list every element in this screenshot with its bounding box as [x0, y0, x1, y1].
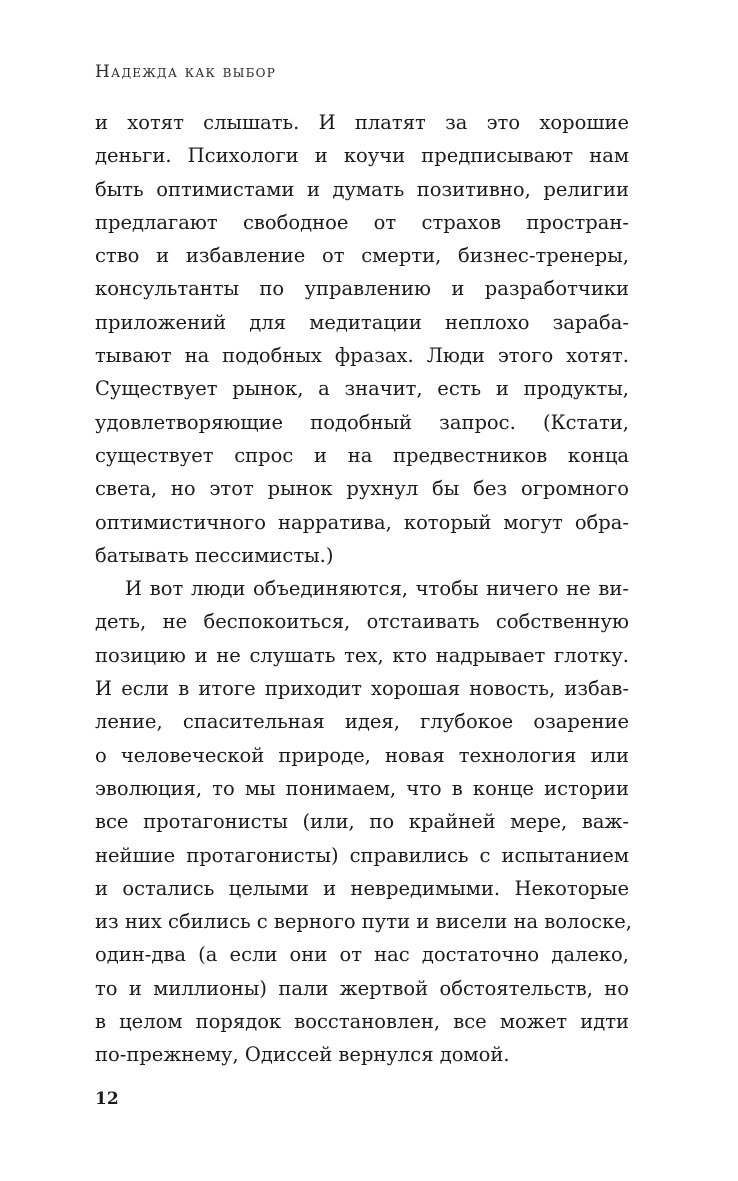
- text-line: о человеческой природе, новая технология или: [95, 743, 629, 767]
- text-line: эволюция, то мы понимаем, что в конце истории: [95, 776, 629, 800]
- text-line: все протагонисты (или, по крайней мере, важ-: [95, 810, 629, 834]
- running-head: Надежда как выбор: [95, 62, 276, 82]
- text-line: И если в итоге приходит хорошая новость, избав-: [95, 677, 629, 701]
- text-line: позицию и не слушать тех, кто надрывает глотку.: [95, 643, 629, 667]
- text-line: один-два (а если они от нас достаточно далеко,: [95, 943, 629, 967]
- paragraph-2: [95, 572, 632, 1071]
- text-line: нейшие протагонисты) справились с испытанием: [95, 843, 629, 867]
- text-line: Существует рынок, а значит, есть и продукты,: [95, 377, 629, 401]
- text-line: тывают на подобных фразах. Люди этого хотят.: [95, 344, 629, 368]
- body-text: [95, 106, 632, 1072]
- text-line: существует спрос и на предвестников конца: [95, 443, 629, 467]
- text-line: то и миллионы) пали жертвой обстоятельств, но: [95, 976, 629, 1000]
- text-line: и хотят слышать. И платят за это хорошие: [95, 111, 629, 134]
- text-line: света, но этот рынок рухнул бы без огромного: [95, 477, 629, 501]
- text-line: предлагают свободное от страхов простран-: [95, 210, 629, 234]
- text-line: ление, спасительная идея, глубокое озарение: [95, 710, 629, 734]
- text-line: деть, не беспокоиться, отстаивать собственную: [95, 610, 629, 634]
- text-line: по-прежнему, Одиссей вернулся домой.: [95, 1043, 510, 1067]
- text-line: консультанты по управлению и разработчики: [95, 277, 629, 301]
- text-line: И вот люди объединяются, чтобы ничего не ви-: [125, 577, 629, 601]
- text-line: удовлетворяющие подобный запрос. (Кстати,: [95, 410, 629, 434]
- text-line: батывать пессимисты.): [95, 543, 334, 567]
- text-line: быть оптимистами и думать позитивно, религии: [95, 177, 629, 201]
- text-line: в целом порядок восстановлен, все может идти: [95, 1010, 629, 1034]
- page-number: 12: [95, 1089, 119, 1109]
- text-line: из них сбились с верного пути и висели на волоске,: [95, 910, 632, 934]
- text-line: и остались целыми и невредимыми. Некоторые: [95, 876, 629, 900]
- text-line: ство и избавление от смерти, бизнес-тренеры,: [95, 244, 629, 268]
- text-line: приложений для медитации неплохо зараба-: [95, 310, 629, 334]
- text-line: оптимистичного нарратива, который могут обра-: [95, 510, 629, 534]
- paragraph-1: [95, 106, 629, 572]
- text-line: деньги. Психологи и коучи предписывают нам: [95, 144, 629, 168]
